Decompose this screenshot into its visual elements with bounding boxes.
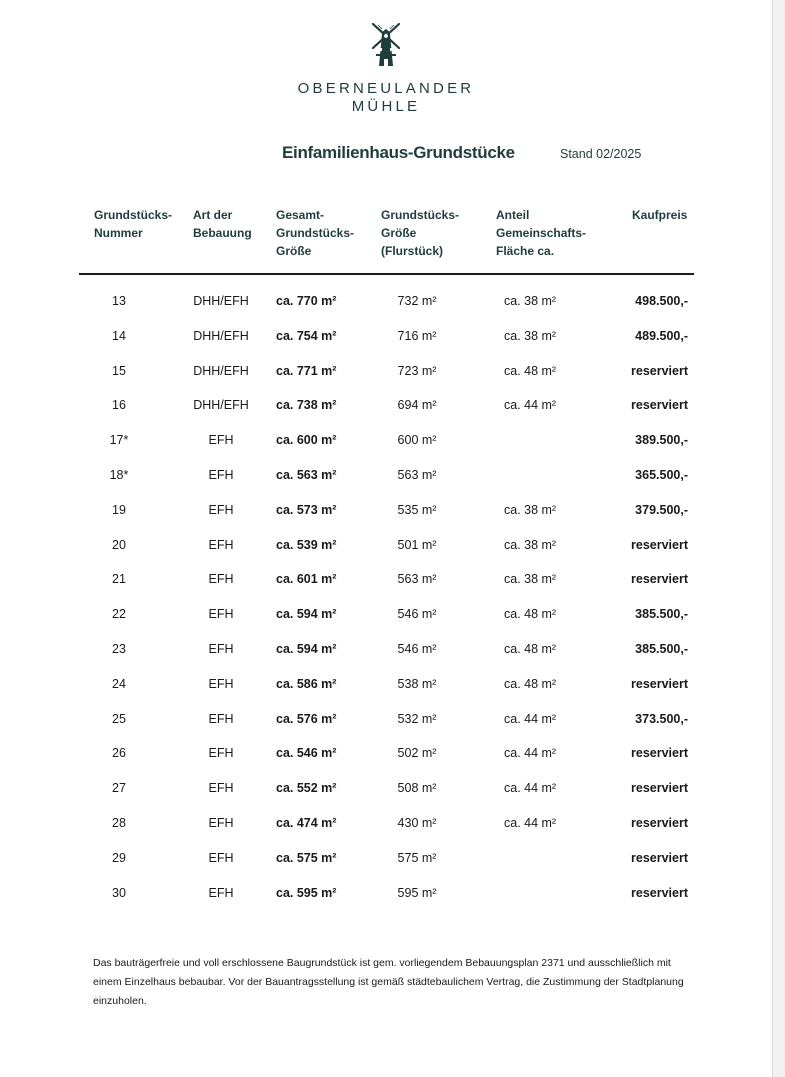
column-header-gesamt-groesse bbox=[276, 206, 354, 260]
table-row bbox=[0, 492, 772, 527]
cell-gemeinschaftsflaeche: ca. 44 m² bbox=[504, 746, 557, 761]
cell-gesamt-groesse: ca. 575 m² bbox=[276, 850, 337, 865]
logo bbox=[0, 22, 772, 116]
cell-bebauung: DHH/EFH bbox=[193, 398, 249, 413]
cell-kaufpreis: 373.500,- bbox=[635, 711, 688, 726]
cell-flurstueck: 546 m² bbox=[397, 607, 437, 622]
cell-kaufpreis: 389.500,- bbox=[635, 433, 688, 448]
cell-bebauung: EFH bbox=[208, 502, 234, 517]
cell-flurstueck: 508 m² bbox=[397, 781, 437, 796]
table-row bbox=[0, 318, 772, 353]
cell-bebauung: EFH bbox=[208, 433, 234, 448]
table-row bbox=[0, 387, 772, 422]
header-line: Art der bbox=[193, 208, 233, 222]
column-header-nummer bbox=[94, 206, 172, 242]
header-divider bbox=[79, 273, 694, 275]
cell-gesamt-groesse: ca. 770 m² bbox=[276, 294, 337, 308]
cell-kaufpreis: reserviert bbox=[631, 537, 688, 552]
cell-flurstueck: 538 m² bbox=[397, 676, 437, 691]
cell-nummer: 30 bbox=[112, 885, 126, 900]
header-line: Größe bbox=[381, 226, 417, 240]
cell-gemeinschaftsflaeche: ca. 48 m² bbox=[504, 676, 557, 691]
table-row bbox=[0, 770, 772, 805]
cell-nummer: 18* bbox=[109, 467, 129, 482]
cell-gemeinschaftsflaeche: ca. 38 m² bbox=[504, 502, 557, 517]
brand-name bbox=[0, 80, 772, 116]
header-line: Gesamt- bbox=[276, 208, 325, 222]
header-line: Größe bbox=[276, 244, 312, 258]
table-row bbox=[0, 701, 772, 736]
table-row bbox=[0, 805, 772, 840]
cell-kaufpreis: 489.500,- bbox=[635, 328, 688, 343]
title-row bbox=[0, 143, 772, 167]
cell-nummer: 13 bbox=[112, 294, 126, 308]
cell-bebauung: EFH bbox=[208, 572, 234, 587]
cell-kaufpreis: 385.500,- bbox=[635, 607, 688, 622]
cell-gemeinschaftsflaeche: ca. 44 m² bbox=[504, 711, 557, 726]
table-row bbox=[0, 631, 772, 666]
cell-gesamt-groesse: ca. 771 m² bbox=[276, 363, 337, 378]
cell-flurstueck: 563 m² bbox=[397, 572, 437, 587]
cell-flurstueck: 535 m² bbox=[397, 502, 437, 517]
cell-nummer: 15 bbox=[112, 363, 126, 378]
brand-line-2: MÜHLE bbox=[351, 98, 421, 115]
plot-table bbox=[0, 283, 772, 909]
header-line: Bebauung bbox=[193, 226, 252, 240]
table-row bbox=[0, 527, 772, 562]
cell-flurstueck: 600 m² bbox=[397, 433, 437, 448]
cell-gemeinschaftsflaeche: ca. 44 m² bbox=[504, 781, 557, 796]
cell-bebauung: EFH bbox=[208, 676, 234, 691]
cell-nummer: 24 bbox=[112, 676, 126, 691]
header-line: Gemeinschafts- bbox=[496, 226, 587, 240]
table-row bbox=[0, 283, 772, 318]
table-row bbox=[0, 353, 772, 388]
cell-bebauung: DHH/EFH bbox=[193, 328, 249, 343]
cell-bebauung: DHH/EFH bbox=[193, 294, 249, 308]
cell-bebauung: EFH bbox=[208, 607, 234, 622]
cell-nummer: 19 bbox=[112, 502, 126, 517]
footnote: Das bauträgerfreie und voll erschlossene Baugrundstück ist gem. vorliegendem Bebauungsplan 2371 und ausschließlich mit einem Einzelhaus bebaubar. Vor der Bauantragsstellung ist gemäß städtebaulichem Vertrag, die Zustimmung der Stadtplanung einzuholen. bbox=[93, 957, 684, 1007]
cell-gemeinschaftsflaeche: ca. 38 m² bbox=[504, 537, 557, 552]
cell-kaufpreis: 498.500,- bbox=[635, 294, 688, 308]
cell-nummer: 16 bbox=[112, 398, 126, 413]
cell-bebauung: EFH bbox=[208, 815, 234, 830]
cell-gesamt-groesse: ca. 601 m² bbox=[276, 572, 337, 587]
header-line: Anteil bbox=[496, 208, 530, 222]
cell-gemeinschaftsflaeche: ca. 38 m² bbox=[504, 328, 557, 343]
cell-nummer: 29 bbox=[112, 850, 126, 865]
cell-flurstueck: 532 m² bbox=[397, 711, 437, 726]
cell-gesamt-groesse: ca. 754 m² bbox=[276, 328, 337, 343]
cell-bebauung: EFH bbox=[208, 781, 234, 796]
cell-gesamt-groesse: ca. 576 m² bbox=[276, 711, 337, 726]
column-header-bebauung bbox=[193, 206, 252, 242]
header-line: (Flurstück) bbox=[381, 244, 444, 258]
column-header-kaufpreis bbox=[632, 206, 687, 224]
table-row bbox=[0, 457, 772, 492]
cell-bebauung: EFH bbox=[208, 850, 234, 865]
cell-bebauung: EFH bbox=[208, 641, 234, 656]
cell-flurstueck: 716 m² bbox=[397, 328, 437, 343]
cell-gesamt-groesse: ca. 563 m² bbox=[276, 467, 337, 482]
cell-nummer: 22 bbox=[112, 607, 126, 622]
cell-kaufpreis: 365.500,- bbox=[635, 467, 688, 482]
cell-nummer: 17* bbox=[109, 433, 129, 448]
cell-bebauung: EFH bbox=[208, 537, 234, 552]
table-row bbox=[0, 596, 772, 631]
viewer-scrollbar[interactable] bbox=[772, 0, 785, 1077]
cell-bebauung: EFH bbox=[208, 711, 234, 726]
cell-nummer: 14 bbox=[112, 328, 126, 343]
cell-bebauung: EFH bbox=[208, 885, 234, 900]
cell-kaufpreis: reserviert bbox=[631, 746, 688, 761]
cell-gemeinschaftsflaeche: ca. 44 m² bbox=[504, 815, 557, 830]
cell-nummer: 28 bbox=[112, 815, 126, 830]
cell-gesamt-groesse: ca. 594 m² bbox=[276, 607, 337, 622]
cell-gemeinschaftsflaeche: ca. 48 m² bbox=[504, 607, 557, 622]
cell-gesamt-groesse: ca. 474 m² bbox=[276, 815, 337, 830]
column-header-gemeinschaftsflaeche bbox=[496, 206, 586, 260]
cell-kaufpreis: reserviert bbox=[631, 781, 688, 796]
cell-gesamt-groesse: ca. 594 m² bbox=[276, 641, 337, 656]
header-line: Kaufpreis bbox=[632, 208, 688, 222]
status-date: Stand 02/2025 bbox=[560, 147, 642, 161]
cell-gemeinschaftsflaeche: ca. 44 m² bbox=[504, 398, 557, 413]
cell-gesamt-groesse: ca. 586 m² bbox=[276, 676, 337, 691]
header-line: Nummer bbox=[94, 226, 143, 240]
cell-nummer: 27 bbox=[112, 781, 126, 796]
cell-kaufpreis: reserviert bbox=[631, 850, 688, 865]
cell-flurstueck: 563 m² bbox=[397, 467, 437, 482]
cell-nummer: 25 bbox=[112, 711, 126, 726]
cell-gesamt-groesse: ca. 546 m² bbox=[276, 746, 337, 761]
cell-gesamt-groesse: ca. 552 m² bbox=[276, 781, 337, 796]
cell-gemeinschaftsflaeche: ca. 48 m² bbox=[504, 641, 557, 656]
header-line: Fläche ca. bbox=[496, 244, 555, 258]
cell-gesamt-groesse: ca. 738 m² bbox=[276, 398, 337, 413]
brand-line-1: OBERNEULANDER bbox=[297, 80, 475, 97]
cell-bebauung: EFH bbox=[208, 467, 234, 482]
cell-nummer: 20 bbox=[112, 537, 126, 552]
cell-gesamt-groesse: ca. 539 m² bbox=[276, 537, 337, 552]
cell-nummer: 21 bbox=[112, 572, 126, 587]
cell-kaufpreis: reserviert bbox=[631, 676, 688, 691]
cell-gesamt-groesse: ca. 600 m² bbox=[276, 433, 337, 448]
cell-kaufpreis: reserviert bbox=[631, 572, 688, 587]
cell-flurstueck: 732 m² bbox=[397, 294, 437, 308]
cell-gemeinschaftsflaeche: ca. 38 m² bbox=[504, 294, 557, 308]
cell-flurstueck: 501 m² bbox=[397, 537, 437, 552]
cell-flurstueck: 430 m² bbox=[397, 815, 437, 830]
cell-nummer: 23 bbox=[112, 641, 126, 656]
cell-bebauung: EFH bbox=[208, 746, 234, 761]
table-row bbox=[0, 422, 772, 457]
table-row bbox=[0, 840, 772, 875]
cell-kaufpreis: 379.500,- bbox=[635, 502, 688, 517]
windmill-icon bbox=[368, 22, 404, 72]
cell-flurstueck: 575 m² bbox=[397, 850, 437, 865]
cell-nummer: 26 bbox=[112, 746, 126, 761]
table-row bbox=[0, 561, 772, 596]
page-title: Einfamilienhaus-Grundstücke bbox=[282, 143, 515, 162]
header-line: Grundstücks- bbox=[94, 208, 173, 222]
cell-flurstueck: 694 m² bbox=[397, 398, 437, 413]
cell-gesamt-groesse: ca. 573 m² bbox=[276, 502, 337, 517]
cell-kaufpreis: 385.500,- bbox=[635, 641, 688, 656]
cell-kaufpreis: reserviert bbox=[631, 398, 688, 413]
table-row bbox=[0, 735, 772, 770]
cell-flurstueck: 595 m² bbox=[397, 885, 437, 900]
cell-kaufpreis: reserviert bbox=[631, 363, 688, 378]
cell-flurstueck: 546 m² bbox=[397, 641, 437, 656]
header-line: Grundstücks- bbox=[276, 226, 355, 240]
column-header-flurstueck bbox=[381, 206, 459, 260]
header-line: Grundstücks- bbox=[381, 208, 460, 222]
cell-kaufpreis: reserviert bbox=[631, 815, 688, 830]
cell-gesamt-groesse: ca. 595 m² bbox=[276, 885, 337, 900]
cell-gemeinschaftsflaeche: ca. 38 m² bbox=[504, 572, 557, 587]
cell-kaufpreis: reserviert bbox=[631, 885, 688, 900]
table-row bbox=[0, 875, 772, 910]
cell-flurstueck: 502 m² bbox=[397, 746, 437, 761]
cell-gemeinschaftsflaeche: ca. 48 m² bbox=[504, 363, 557, 378]
cell-flurstueck: 723 m² bbox=[397, 363, 437, 378]
cell-bebauung: DHH/EFH bbox=[193, 363, 249, 378]
table-row bbox=[0, 666, 772, 701]
